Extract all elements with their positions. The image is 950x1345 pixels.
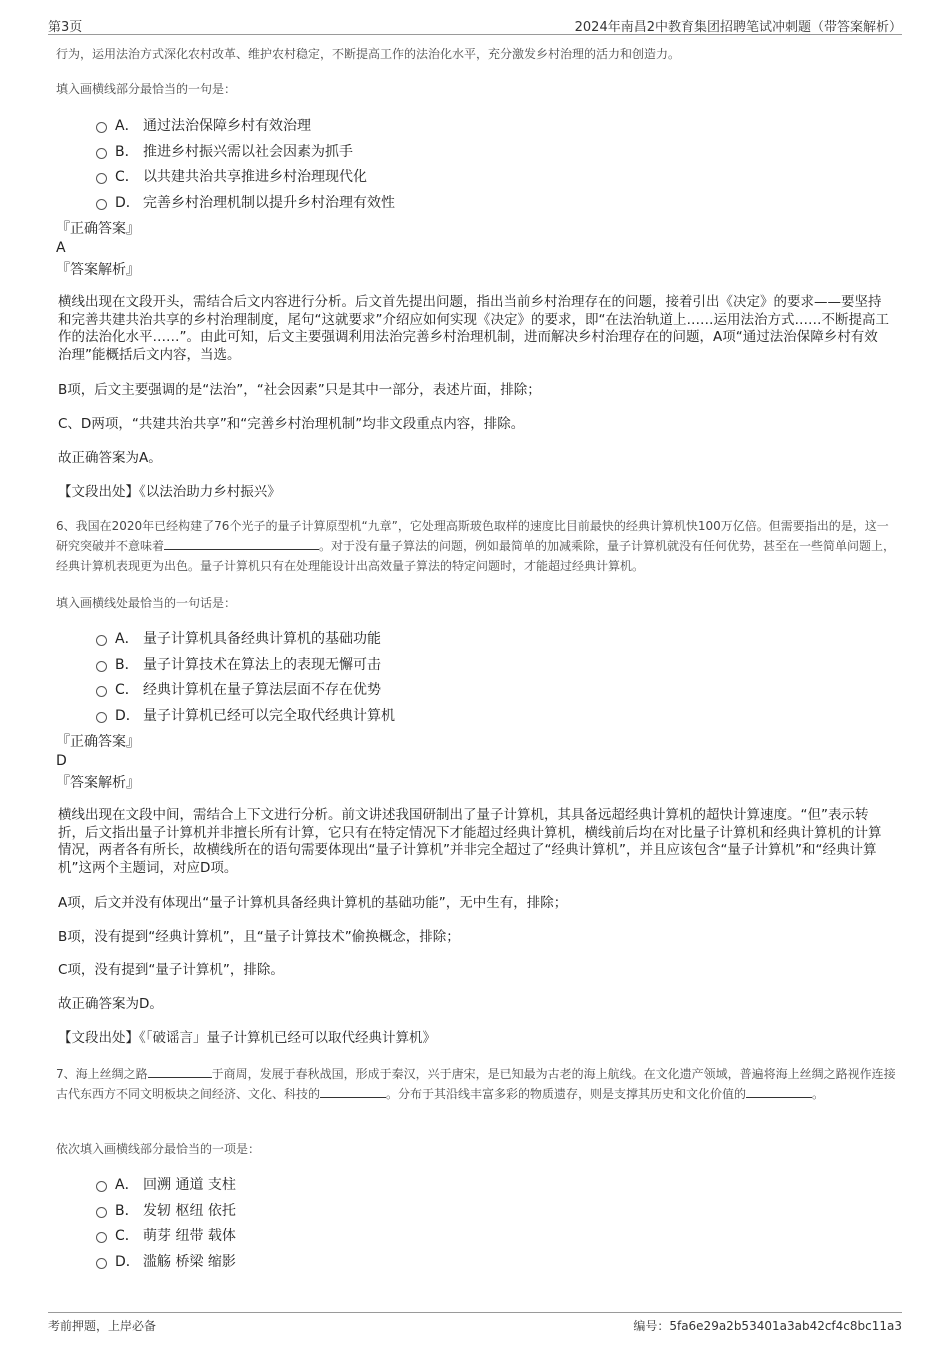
radio-icon[interactable] xyxy=(96,712,107,723)
radio-icon[interactable] xyxy=(96,122,107,133)
footer-slogan: 考前押题，上岸必备 xyxy=(48,1319,157,1333)
question-7-option-d[interactable]: D． 滥觞 桥梁 缩影 xyxy=(96,1251,236,1271)
question-5-instruction: 填入画横线部分最恰当的一句是： xyxy=(56,82,237,96)
question-5-answer-label: 『正确答案』 xyxy=(56,221,140,237)
question-6-stem: 6、我国在2020年已经构建了76个光子的量子计算原型机“九章”，它处理高斯玻色取样的速度比目前最快的经典计算机快100万亿倍。但需要指出的是，这一研究突破并不意味着 。对于没有量子算法的问题，例如最简单的加减乘除，量子计算机就没有任何优势，甚至在一些简单问题上，经典计算机表现更为出色。量子计算机只有在处理能设计出高效量子算法的特定问题时，才能超过经典计算机。 xyxy=(56,519,896,573)
question-5-analysis-paragraph: 横线出现在文段开头，需结合后文内容进行分析。后文首先提出问题，指出当前乡村治理存在的问题，接着引出《决定》的要求——要坚持和完善共建共治共享的乡村治理制度，尾句“这就要求”介绍应如何实现《决定》的要求，即“在法治轨道上……运用法治方式……不断提高工作的法治化水平……”。由此可知，后文主要强调利用法治完善乡村治理机制，进而解决乡村治理存在的问题，A项“通过法治保障乡村有效治理”能概括后文内容，当选。 xyxy=(58,294,889,363)
answer-blank xyxy=(164,537,319,550)
question-6-answer: D xyxy=(56,753,67,769)
question-5-analysis-label: 『答案解析』 xyxy=(56,262,140,278)
answer-blank xyxy=(148,1065,212,1078)
radio-icon[interactable] xyxy=(96,1232,107,1243)
radio-icon[interactable] xyxy=(96,1181,107,1192)
radio-icon[interactable] xyxy=(96,199,107,210)
question-6-source: 【文段出处】《「破谣言」量子计算机已经可以取代经典计算机》 xyxy=(58,1030,436,1046)
radio-icon[interactable] xyxy=(96,635,107,646)
question-7-option-b[interactable]: B． 发轫 枢纽 依托 xyxy=(96,1200,236,1220)
radio-icon[interactable] xyxy=(96,1258,107,1269)
question-5-option-a[interactable]: A． 通过法治保障乡村有效治理 xyxy=(96,115,311,135)
radio-icon[interactable] xyxy=(96,1207,107,1218)
question-6-answer-label: 『正确答案』 xyxy=(56,734,140,750)
question-6-option-b[interactable]: B． 量子计算技术在算法上的表现无懈可击 xyxy=(96,654,381,674)
question-7-option-c[interactable]: C． 萌芽 纽带 载体 xyxy=(96,1225,236,1245)
question-6-instruction: 填入画横线处最恰当的一句话是： xyxy=(56,596,237,610)
question-7-option-a[interactable]: A． 回溯 通道 支柱 xyxy=(96,1174,236,1194)
question-6-conclusion: 故正确答案为D。 xyxy=(58,996,163,1012)
question-6-analysis-b: B项，没有提到“经典计算机”，且“量子计算技术”偷换概念，排除； xyxy=(58,929,460,945)
radio-icon[interactable] xyxy=(96,173,107,184)
question-5-answer: A xyxy=(56,240,66,256)
question-5-source: 【文段出处】《以法治助力乡村振兴》 xyxy=(58,484,281,500)
question-5-analysis-b: B项，后文主要强调的是“法治”，“社会因素”只是其中一部分，表述片面，排除； xyxy=(58,382,541,398)
question-6-analysis-a: A项，后文并没有体现出“量子计算机具备经典计算机的基础功能”，无中生有，排除； xyxy=(58,895,568,911)
question-6-analysis-paragraph: 横线出现在文段中间，需结合上下文进行分析。前文讲述我国研制出了量子计算机，其具备远超经典计算机的超快计算速度。“但”表示转折，后文指出量子计算机并非擅长所有计算，它只有在特定情况下才能超过经典计算机，横线前后均在对比量子计算机和经典计算机的计算情况，两者各有所长，故横线所在的语句需要体现出“量子计算机”并非完全超过了“经典计算机”，并且应该包含“量子计算机”和“经典计算机”这两个主题词，对应D项。 xyxy=(58,807,882,876)
document-title: 2024年南昌2中教育集团招聘笔试冲刺题（带答案解析） xyxy=(574,20,902,35)
question-7-stem: 7、海上丝绸之路 于商周，发展于春秋战国，形成于秦汉，兴于唐宋，是已知最为古老的海上航线。在文化遗产领域，普遍将海上丝绸之路视作连接古代东西方不同文明板块之间经济、文化、科技的 。分布于其沿线丰富多彩的物质遗存，则是支撑其历史和文化价值的 。 xyxy=(56,1067,896,1101)
question-7-instruction: 依次填入画横线部分最恰当的一项是： xyxy=(56,1142,261,1156)
question-6-option-a[interactable]: A． 量子计算机具备经典计算机的基础功能 xyxy=(96,628,381,648)
answer-blank xyxy=(746,1085,812,1098)
question-6-analysis-c: C项，没有提到“量子计算机”，排除。 xyxy=(58,962,284,978)
question-5-option-c[interactable]: C． 以共建共治共享推进乡村治理现代化 xyxy=(96,166,367,186)
answer-blank xyxy=(320,1085,386,1098)
question-6-analysis-label: 『答案解析』 xyxy=(56,775,140,791)
question-5-option-b[interactable]: B． 推进乡村振兴需以社会因素为抓手 xyxy=(96,141,353,161)
page-header xyxy=(48,14,902,35)
radio-icon[interactable] xyxy=(96,661,107,672)
radio-icon[interactable] xyxy=(96,148,107,159)
document-id: 编号：5fa6e29a2b53401a3ab42cf4c8bc11a3 xyxy=(633,1319,902,1333)
question-5-conclusion: 故正确答案为A。 xyxy=(58,450,162,466)
page-number: 第3页 xyxy=(48,20,83,35)
question-5-stem-tail: 行为，运用法治方式深化农村改革、维护农村稳定，不断提高工作的法治化水平，充分激发乡村治理的活力和创造力。 xyxy=(56,47,681,61)
question-5-analysis-cd: C、D两项，“共建共治共享”和“完善乡村治理机制”均非文段重点内容，排除。 xyxy=(58,416,525,432)
question-6-option-c[interactable]: C． 经典计算机在量子算法层面不存在优势 xyxy=(96,679,381,699)
page-footer xyxy=(48,1312,902,1335)
question-6-option-d[interactable]: D． 量子计算机已经可以完全取代经典计算机 xyxy=(96,705,395,725)
radio-icon[interactable] xyxy=(96,686,107,697)
question-5-option-d[interactable]: D． 完善乡村治理机制以提升乡村治理有效性 xyxy=(96,192,395,212)
